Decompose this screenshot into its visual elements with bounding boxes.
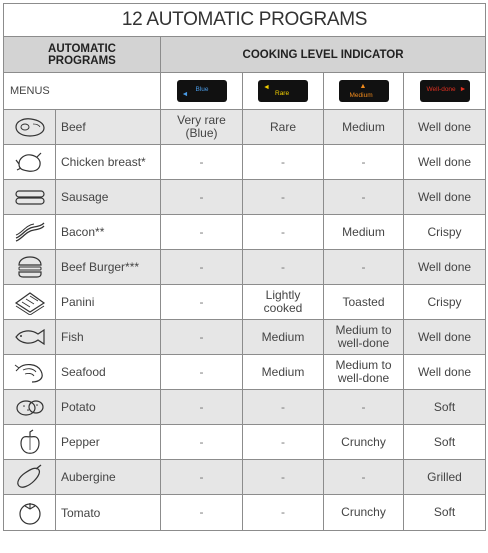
program-name: Pepper (56, 425, 161, 460)
level-value: Medium (243, 355, 324, 390)
level-value: Medium (243, 320, 324, 355)
program-name: Fish (56, 320, 161, 355)
level-value: - (161, 250, 243, 285)
level-value: Very rare (Blue) (161, 110, 243, 145)
level-value: Soft (404, 425, 486, 460)
level-value: - (243, 145, 324, 180)
menus-label: MENUS (4, 73, 161, 110)
level-value: Well done (404, 250, 486, 285)
level-value: - (324, 390, 404, 425)
table-row (4, 495, 486, 531)
tomato-icon (4, 495, 56, 531)
potato-icon (4, 390, 56, 425)
table-row (4, 425, 486, 460)
shrimp-icon (4, 355, 56, 390)
program-name: Seafood (56, 355, 161, 390)
table-row (4, 320, 486, 355)
panini-icon (4, 285, 56, 320)
table-row (4, 390, 486, 425)
pepper-icon (4, 425, 56, 460)
level-value: - (324, 250, 404, 285)
indicator-medium-cell (324, 73, 404, 110)
level-value: - (161, 180, 243, 215)
programs-table (3, 3, 486, 531)
level-value: Medium (324, 110, 404, 145)
level-value: - (243, 460, 324, 495)
level-value: - (243, 425, 324, 460)
program-name: Beef Burger*** (56, 250, 161, 285)
sausage-icon (4, 180, 56, 215)
fish-icon (4, 320, 56, 355)
level-value: Soft (404, 390, 486, 425)
level-value: Crunchy (324, 495, 404, 531)
arrow-up-icon: ▲ (359, 83, 367, 90)
program-name: Chicken breast* (56, 145, 161, 180)
indicator-rare-label: Rare (275, 90, 290, 97)
level-value: - (161, 145, 243, 180)
automatic-programs-header: AUTOMATIC PROGRAMS (4, 37, 161, 73)
level-value: Toasted (324, 285, 404, 320)
level-value: Crispy (404, 285, 486, 320)
table-row (4, 110, 486, 145)
level-value: - (243, 250, 324, 285)
page-title: 12 AUTOMATIC PROGRAMS (4, 4, 486, 37)
level-value: - (161, 390, 243, 425)
indicator-blue (177, 80, 227, 102)
level-value: - (161, 285, 243, 320)
indicator-medium-label: Medium (349, 92, 373, 99)
level-value: - (161, 215, 243, 250)
program-name: Aubergine (56, 460, 161, 495)
level-value: - (161, 355, 243, 390)
arrow-right-icon: ► (459, 86, 467, 93)
program-name: Sausage (56, 180, 161, 215)
table-row (4, 180, 486, 215)
table-row (4, 250, 486, 285)
level-value: - (161, 460, 243, 495)
indicator-medium (339, 80, 389, 102)
table-row (4, 355, 486, 390)
level-value: Crispy (404, 215, 486, 250)
level-value: Grilled (404, 460, 486, 495)
level-value: - (161, 425, 243, 460)
cooking-level-indicator-header: COOKING LEVEL INDICATOR (161, 37, 486, 73)
aubergine-icon (4, 460, 56, 495)
level-value: Well done (404, 355, 486, 390)
program-name: Bacon** (56, 215, 161, 250)
indicator-welldone-cell (404, 73, 486, 110)
level-value: Medium (324, 215, 404, 250)
level-value: - (243, 180, 324, 215)
level-value: Well done (404, 320, 486, 355)
level-value: - (324, 145, 404, 180)
level-value: Well done (404, 145, 486, 180)
level-value: Medium to well-done (324, 355, 404, 390)
level-value: - (243, 390, 324, 425)
program-name: Panini (56, 285, 161, 320)
level-value: - (243, 495, 324, 531)
level-value: - (324, 460, 404, 495)
level-value: Medium to well-done (324, 320, 404, 355)
level-value: - (161, 320, 243, 355)
program-name: Tomato (56, 495, 161, 531)
table-row (4, 460, 486, 495)
indicator-welldone (420, 80, 470, 102)
table-row (4, 215, 486, 250)
level-value: Lightly cooked (243, 285, 324, 320)
table-row (4, 285, 486, 320)
level-value: Soft (404, 495, 486, 531)
chicken-icon (4, 145, 56, 180)
program-name: Beef (56, 110, 161, 145)
indicator-rare-cell (243, 73, 324, 110)
level-value: - (324, 180, 404, 215)
indicator-blue-cell (161, 73, 243, 110)
indicator-rare (258, 80, 308, 102)
steak-icon (4, 110, 56, 145)
bacon-icon (4, 215, 56, 250)
level-value: Well done (404, 110, 486, 145)
level-value: - (161, 495, 243, 531)
level-value: Rare (243, 110, 324, 145)
arrow-left-icon: ◄ (181, 91, 189, 98)
table-row (4, 145, 486, 180)
indicator-blue-label: Blue (195, 86, 209, 93)
arrow-left-icon: ◄ (263, 84, 270, 91)
level-value: - (243, 215, 324, 250)
level-value: Crunchy (324, 425, 404, 460)
level-value: Well done (404, 180, 486, 215)
burger-icon (4, 250, 56, 285)
indicator-welldone-label: Well-done (426, 86, 456, 93)
program-name: Potato (56, 390, 161, 425)
